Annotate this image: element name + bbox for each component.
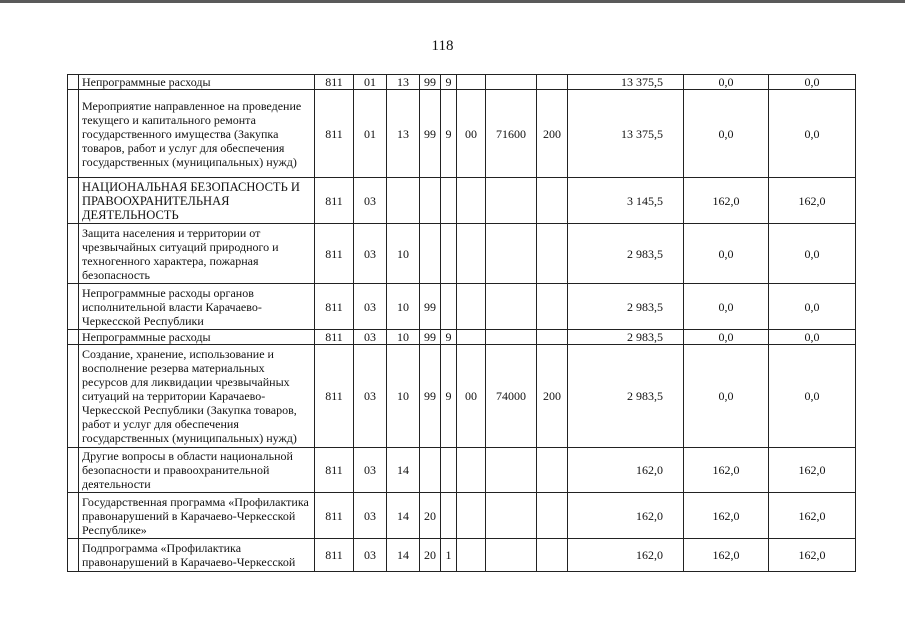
code-vr: 200 [537, 90, 568, 178]
code-rz: 03 [354, 178, 387, 224]
amount-2: 0,0 [684, 224, 769, 284]
code-gr: 811 [315, 345, 354, 448]
amount-1: 2 983,5 [568, 330, 684, 345]
code-csr-4 [486, 75, 537, 90]
row-name: Подпрограмма «Профилактика правонарушений в Карачаево-Черкесской [79, 539, 315, 572]
amount-1: 2 983,5 [568, 345, 684, 448]
code-rz: 03 [354, 493, 387, 539]
code-csr-1: 99 [420, 345, 441, 448]
row-name: Мероприятие направленное на проведение текущего и капитального ремонта государственного имущества (Закупка товаров, работ и услуг для обеспечения государственных (муниципальных) нужд) [79, 90, 315, 178]
row-name: Другие вопросы в области национальной безопасности и правоохранительной деятельности [79, 448, 315, 493]
code-csr-4 [486, 539, 537, 572]
amount-2: 0,0 [684, 330, 769, 345]
amount-2: 0,0 [684, 75, 769, 90]
code-csr-3 [457, 539, 486, 572]
code-gr: 811 [315, 224, 354, 284]
row-marker-cell [68, 284, 79, 330]
amount-1: 13 375,5 [568, 90, 684, 178]
code-csr-4 [486, 284, 537, 330]
code-csr-2 [441, 284, 457, 330]
row-name: Создание, хранение, использование и восполнение резерва материальных ресурсов для ликвидации чрезвычайных ситуаций на территории Карачаево-Черкесской Республики (Закупка товаров, работ и услуг для обеспечения государственных (муниципальных) нужд) [79, 345, 315, 448]
code-csr-4 [486, 224, 537, 284]
code-pr [387, 178, 420, 224]
table-row [68, 75, 856, 90]
code-gr: 811 [315, 284, 354, 330]
code-csr-3 [457, 75, 486, 90]
code-vr: 200 [537, 345, 568, 448]
code-csr-4: 74000 [486, 345, 537, 448]
amount-3: 162,0 [769, 539, 856, 572]
code-gr: 811 [315, 330, 354, 345]
page-number: 118 [431, 38, 454, 54]
code-pr: 10 [387, 345, 420, 448]
row-marker-cell [68, 330, 79, 345]
code-csr-1: 99 [420, 284, 441, 330]
budget-table-body [68, 75, 856, 572]
amount-2: 0,0 [684, 90, 769, 178]
code-csr-2 [441, 178, 457, 224]
amount-1: 3 145,5 [568, 178, 684, 224]
row-marker-cell [68, 448, 79, 493]
row-name: Защита населения и территории от чрезвычайных ситуаций природного и техногенного характера, пожарная безопасность [79, 224, 315, 284]
code-vr [537, 539, 568, 572]
code-csr-1: 20 [420, 539, 441, 572]
code-csr-1: 99 [420, 330, 441, 345]
amount-3: 0,0 [769, 90, 856, 178]
budget-table [67, 74, 856, 572]
table-row [68, 224, 856, 284]
amount-3: 0,0 [769, 224, 856, 284]
code-rz: 03 [354, 284, 387, 330]
code-csr-4: 71600 [486, 90, 537, 178]
code-rz: 01 [354, 75, 387, 90]
code-csr-2: 1 [441, 539, 457, 572]
row-name: Непрограммные расходы органов исполнительной власти Карачаево-Черкесской Республики [79, 284, 315, 330]
code-pr: 13 [387, 90, 420, 178]
amount-1: 2 983,5 [568, 284, 684, 330]
scan-top-edge [0, 0, 905, 3]
row-marker-cell [68, 75, 79, 90]
amount-1: 2 983,5 [568, 224, 684, 284]
code-csr-1: 99 [420, 75, 441, 90]
row-name: НАЦИОНАЛЬНАЯ БЕЗОПАСНОСТЬ И ПРАВООХРАНИТЕЛЬНАЯ ДЕЯТЕЛЬНОСТЬ [79, 178, 315, 224]
row-marker-cell [68, 539, 79, 572]
code-vr [537, 493, 568, 539]
amount-1: 162,0 [568, 448, 684, 493]
code-gr: 811 [315, 75, 354, 90]
code-vr [537, 284, 568, 330]
amount-3: 162,0 [769, 448, 856, 493]
amount-3: 162,0 [769, 493, 856, 539]
table-row [68, 178, 856, 224]
code-csr-2: 9 [441, 75, 457, 90]
code-csr-3 [457, 178, 486, 224]
code-csr-3: 00 [457, 90, 486, 178]
code-rz: 01 [354, 90, 387, 178]
code-csr-2 [441, 448, 457, 493]
code-rz: 03 [354, 345, 387, 448]
code-csr-2: 9 [441, 330, 457, 345]
table-row [68, 330, 856, 345]
code-csr-3 [457, 493, 486, 539]
code-csr-3 [457, 448, 486, 493]
code-csr-3 [457, 284, 486, 330]
code-csr-4 [486, 493, 537, 539]
amount-2: 0,0 [684, 284, 769, 330]
code-rz: 03 [354, 448, 387, 493]
code-gr: 811 [315, 90, 354, 178]
amount-2: 162,0 [684, 448, 769, 493]
amount-1: 13 375,5 [568, 75, 684, 90]
code-csr-3 [457, 224, 486, 284]
table-row [68, 539, 856, 572]
code-csr-3 [457, 330, 486, 345]
table-row [68, 493, 856, 539]
code-pr: 10 [387, 284, 420, 330]
code-csr-2: 9 [441, 345, 457, 448]
row-name: Непрограммные расходы [79, 75, 315, 90]
amount-3: 162,0 [769, 178, 856, 224]
code-csr-4 [486, 178, 537, 224]
code-gr: 811 [315, 539, 354, 572]
table-row [68, 345, 856, 448]
code-pr: 10 [387, 330, 420, 345]
amount-1: 162,0 [568, 493, 684, 539]
code-vr [537, 224, 568, 284]
code-csr-2 [441, 224, 457, 284]
code-pr: 14 [387, 448, 420, 493]
code-rz: 03 [354, 224, 387, 284]
row-marker-cell [68, 90, 79, 178]
code-vr [537, 178, 568, 224]
code-vr [537, 75, 568, 90]
row-name: Непрограммные расходы [79, 330, 315, 345]
amount-3: 0,0 [769, 330, 856, 345]
code-csr-2: 9 [441, 90, 457, 178]
row-name: Государственная программа «Профилактика правонарушений в Карачаево-Черкесской Республике» [79, 493, 315, 539]
code-csr-1: 99 [420, 90, 441, 178]
code-csr-1 [420, 448, 441, 493]
code-gr: 811 [315, 178, 354, 224]
code-csr-1 [420, 178, 441, 224]
code-vr [537, 448, 568, 493]
code-csr-1: 20 [420, 493, 441, 539]
code-csr-4 [486, 330, 537, 345]
amount-2: 162,0 [684, 178, 769, 224]
code-csr-1 [420, 224, 441, 284]
amount-3: 0,0 [769, 284, 856, 330]
code-pr: 13 [387, 75, 420, 90]
row-marker-cell [68, 345, 79, 448]
table-row [68, 90, 856, 178]
amount-2: 162,0 [684, 493, 769, 539]
code-csr-4 [486, 448, 537, 493]
amount-3: 0,0 [769, 345, 856, 448]
code-rz: 03 [354, 330, 387, 345]
code-pr: 10 [387, 224, 420, 284]
code-gr: 811 [315, 448, 354, 493]
code-rz: 03 [354, 539, 387, 572]
code-vr [537, 330, 568, 345]
code-gr: 811 [315, 493, 354, 539]
row-marker-cell [68, 224, 79, 284]
row-marker-cell [68, 178, 79, 224]
amount-2: 0,0 [684, 345, 769, 448]
code-pr: 14 [387, 539, 420, 572]
amount-3: 0,0 [769, 75, 856, 90]
code-csr-3: 00 [457, 345, 486, 448]
table-row [68, 284, 856, 330]
row-marker-cell [68, 493, 79, 539]
code-pr: 14 [387, 493, 420, 539]
amount-2: 162,0 [684, 539, 769, 572]
code-csr-2 [441, 493, 457, 539]
table-row [68, 448, 856, 493]
amount-1: 162,0 [568, 539, 684, 572]
